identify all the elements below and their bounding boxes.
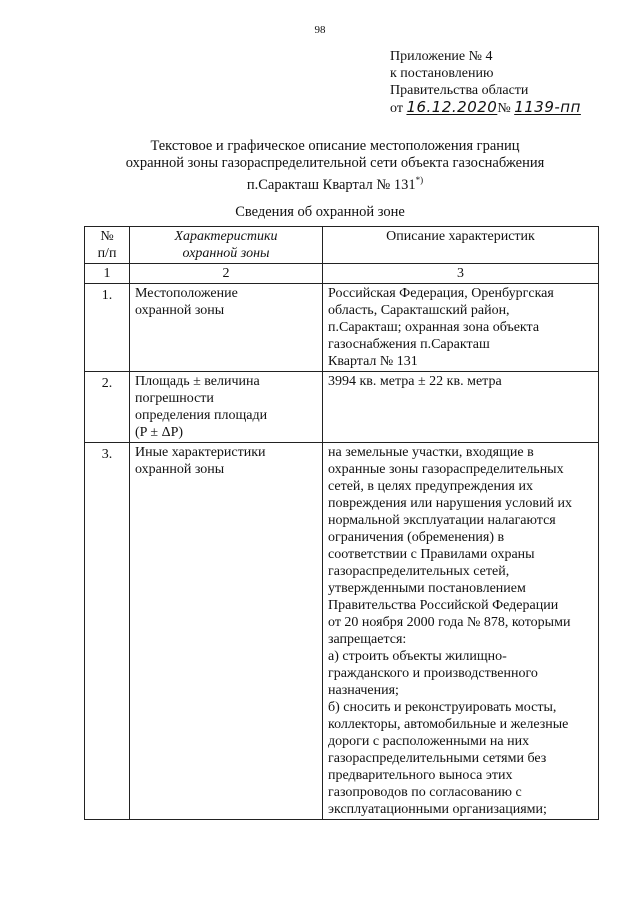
handwritten-number: 1139-пп — [514, 98, 581, 116]
cell-line: Правительства Российской Федерации — [328, 598, 559, 613]
cell-line: повреждения или нарушения условий их — [328, 496, 572, 511]
date-prefix: от — [390, 101, 403, 116]
page-number: 98 — [314, 24, 326, 36]
header-characteristics — [130, 227, 323, 264]
cell-line: предварительного выноса этих — [328, 768, 513, 783]
column-number-3: 3 — [323, 264, 599, 284]
footnote-mark: *) — [415, 175, 424, 185]
cell-line: а) строить объекты жилищно- — [328, 649, 507, 664]
appendix-line-3: Правительства области — [390, 83, 529, 98]
table-row — [85, 284, 599, 372]
table-row — [85, 443, 599, 820]
cell-line: эксплуатационными организациями; — [328, 802, 547, 817]
column-number-row — [85, 264, 599, 284]
appendix-date-line — [390, 99, 581, 117]
row-description — [323, 443, 599, 820]
appendix-title: Приложение № 4 — [390, 49, 493, 64]
cell-line: определения площади — [135, 408, 268, 423]
cell-line: ограничения (обременения) в — [328, 530, 505, 545]
appendix-line-2: к постановлению — [390, 66, 494, 81]
cell-line: (P ± ΔP) — [135, 425, 184, 440]
row-characteristic — [130, 372, 323, 443]
column-number-1: 1 — [85, 264, 130, 284]
table-row — [85, 372, 599, 443]
title-line-1: Текстовое и графическое описание местоположения границ — [150, 138, 520, 154]
number-prefix: № — [497, 101, 511, 116]
cell-line: газопроводов по согласованию с — [328, 785, 522, 800]
cell-line: п.Саракташ; охранная зона объекта — [328, 320, 540, 335]
cell-line: Российская Федерация, Оренбургская — [328, 286, 554, 301]
row-characteristic — [130, 284, 323, 372]
cell-line: сетей, в целях предупреждения их — [328, 479, 533, 494]
handwritten-date: 16.12.2020 — [406, 98, 498, 116]
column-number-2: 2 — [130, 264, 323, 284]
header-char-line-1: Характеристики — [174, 229, 278, 244]
header-num-line-2: п/п — [97, 246, 117, 261]
cell-line: утвержденными постановлением — [328, 581, 526, 596]
cell-line: дороги с расположенными на них — [328, 734, 530, 749]
table-header-row — [85, 227, 599, 264]
zone-table — [84, 226, 599, 820]
cell-line: гражданского и производственного — [328, 666, 538, 681]
cell-line: нормальной эксплуатации налагаются — [328, 513, 556, 528]
cell-line: Квартал № 131 — [328, 354, 418, 369]
document-title — [70, 138, 600, 194]
cell-line: охранной зоны — [135, 303, 225, 318]
cell-line: 3994 кв. метра ± 22 кв. метра — [328, 374, 502, 389]
cell-line: газораспределительных сетей, — [328, 564, 510, 579]
cell-line: газоснабжения п.Саракташ — [328, 337, 490, 352]
table-caption: Сведения об охранной зоне — [235, 204, 405, 220]
cell-line: Иные характеристики — [135, 445, 266, 460]
cell-line: охранные зоны газораспределительных — [328, 462, 564, 477]
cell-line: запрещается: — [328, 632, 407, 647]
cell-line: Местоположение — [135, 286, 238, 301]
cell-line: коллекторы, автомобильные и железные — [328, 717, 569, 732]
row-number: 3. — [85, 443, 130, 820]
title-line-3 — [70, 172, 600, 194]
cell-line: погрешности — [135, 391, 214, 406]
cell-line: от 20 ноября 2000 года № 878, которыми — [328, 615, 571, 630]
title-line-3-text: п.Саракташ Квартал № 131 — [246, 176, 416, 193]
cell-line: область, Саракташский район, — [328, 303, 510, 318]
header-description: Описание характеристик — [323, 227, 599, 264]
cell-line: Площадь ± величина — [135, 374, 260, 389]
row-number: 2. — [85, 372, 130, 443]
cell-line: охранной зоны — [135, 462, 225, 477]
cell-line: на земельные участки, входящие в — [328, 445, 534, 460]
cell-line: б) сносить и реконструировать мосты, — [328, 700, 557, 715]
title-line-2: охранной зоны газораспределительной сети объекта газоснабжения — [125, 155, 545, 171]
cell-line: назначения; — [328, 683, 399, 698]
cell-line: газораспределительными сетями без — [328, 751, 547, 766]
header-num-line-1: № — [100, 229, 114, 244]
row-description — [323, 284, 599, 372]
appendix-header — [390, 48, 581, 117]
row-number: 1. — [85, 284, 130, 372]
header-num — [85, 227, 130, 264]
row-characteristic — [130, 443, 323, 820]
row-description — [323, 372, 599, 443]
header-char-line-2: охранной зоны — [182, 246, 270, 261]
cell-line: соответствии с Правилами охраны — [328, 547, 535, 562]
